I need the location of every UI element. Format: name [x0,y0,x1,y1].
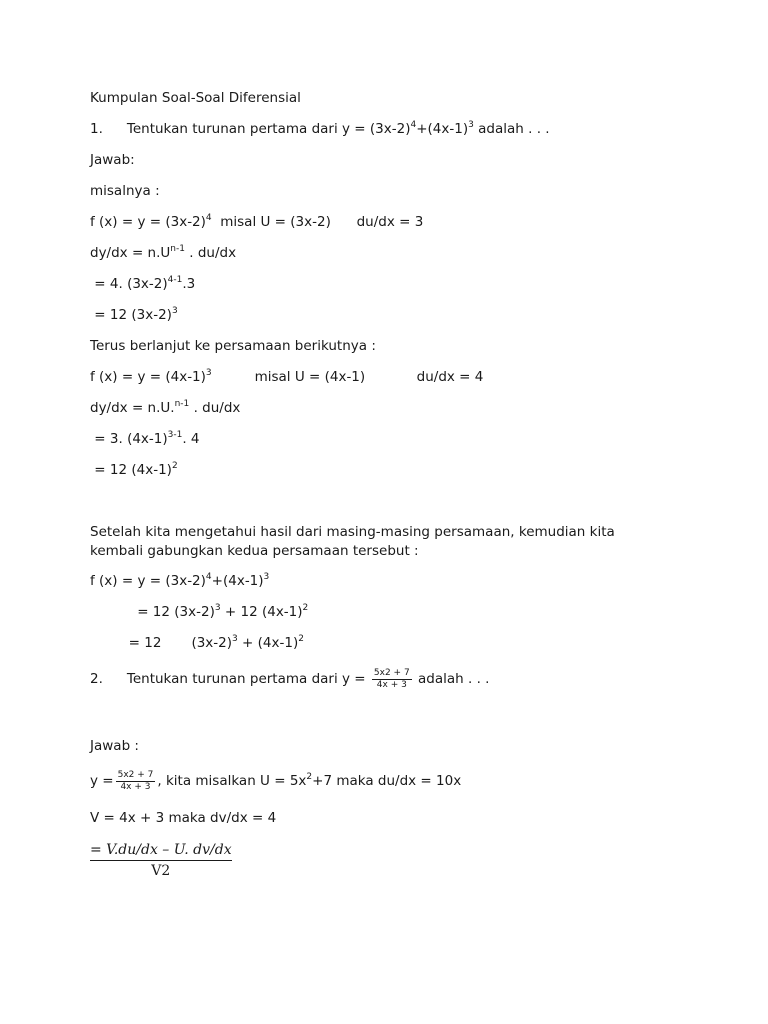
exponent: 3 [232,634,238,644]
fraction-numerator: 5x2 + 7 [373,667,410,678]
text-line: misalnya : [90,183,160,199]
equation-text: .3 [182,276,196,292]
exponent: 4 [205,213,212,223]
exponent: 4 [205,572,212,582]
equation-line: V = 4x + 3 maka dv/dx = 4 [90,810,277,826]
equation-text: . du/dx [189,400,241,416]
paragraph-line: Setelah kita mengetahui hasil dari masing-masing persamaan, kemudian kita [90,524,615,540]
exponent: n-1 [170,244,185,254]
equation-text: misal U = (3x-2) du/dx = 3 [211,214,424,230]
equation-text: +(4x-1) [211,573,264,589]
question-number: 2. [90,671,103,687]
equation-line [90,634,304,652]
quotient-rule-formula [90,842,232,879]
equation-line [90,430,200,448]
exponent: 3 [171,306,178,316]
text-line: Terus berlanjut ke persamaan berikutnya : [90,338,376,354]
exponent: 3 [263,572,270,582]
equation-line [90,306,178,324]
exponent: 4 [410,120,417,130]
equation-text: = 4. (3x-2) [90,276,168,292]
exponent: 3 [468,120,474,130]
question-text: Tentukan turunan pertama dari y = [126,671,370,687]
exponent: 3 [214,603,221,613]
equation-text: . 4 [182,431,200,447]
equation-line [90,461,178,479]
equation-text: , kita misalkan U = 5x [157,773,307,789]
equation-text: y = [90,773,114,789]
equation-text: +7 maka du/dx = 10x [312,773,462,789]
equation-text: . du/dx [184,245,237,261]
equation-line [90,368,483,386]
paragraph-line: kembali gabungkan kedua persamaan tersebut : [90,543,419,559]
question-text: Tentukan turunan pertama dari y = (3x-2) [126,121,411,137]
fraction-numerator: 5x2 + 7 [117,769,154,780]
equation-line [90,603,308,621]
exponent: 2 [298,634,304,644]
document-title: Kumpulan Soal-Soal Diferensial [90,90,301,106]
question-2 [90,664,489,694]
equation-text: + 12 (4x-1) [220,604,303,620]
equation-text: = 12 (3x-2) [90,635,233,651]
equation-text: dy/dx = n.U [90,245,171,261]
exponent: 4-1 [167,275,183,285]
question-text: adalah . . . [413,671,490,687]
equation-line [90,275,195,293]
equation-text: = 12 (3x-2) [90,604,215,620]
formula-numerator: = V.du/dx – U. dv/dx [90,842,232,861]
equation-text: = 12 (4x-1) [90,462,172,478]
fraction [116,770,156,793]
equation-line [90,399,240,417]
equation-line [90,213,423,231]
question-1 [90,120,550,138]
equation-text: misal U = (4x-1) du/dx = 4 [211,369,484,385]
fraction-denominator: 4x + 3 [376,679,407,690]
exponent: 2 [302,603,309,613]
equation-text: f (x) = y = (3x-2) [90,573,206,589]
answer-label: Jawab : [90,738,139,754]
equation-text: dy/dx = n.U. [90,400,175,416]
exponent: 3 [205,368,212,378]
equation-line [90,572,269,590]
question-text: adalah . . . [473,121,550,137]
equation-line [90,766,461,796]
equation-text: f (x) = y = (3x-2) [90,214,206,230]
exponent: 2 [171,461,178,471]
exponent: 3-1 [167,430,183,440]
equation-text: f (x) = y = (4x-1) [90,369,206,385]
question-text: +(4x-1) [416,121,469,137]
equation-text: + (4x-1) [237,635,299,651]
equation-text: = 3. (4x-1) [90,431,168,447]
answer-label: Jawab: [90,152,135,168]
exponent: 2 [306,772,313,782]
equation-text: = 12 (3x-2) [90,307,172,323]
question-number: 1. [90,121,103,137]
formula-denominator: V2 [151,863,171,879]
fraction-denominator: 4x + 3 [120,781,151,792]
equation-line [90,244,236,262]
exponent: n-1 [174,399,190,409]
fraction [372,668,412,691]
